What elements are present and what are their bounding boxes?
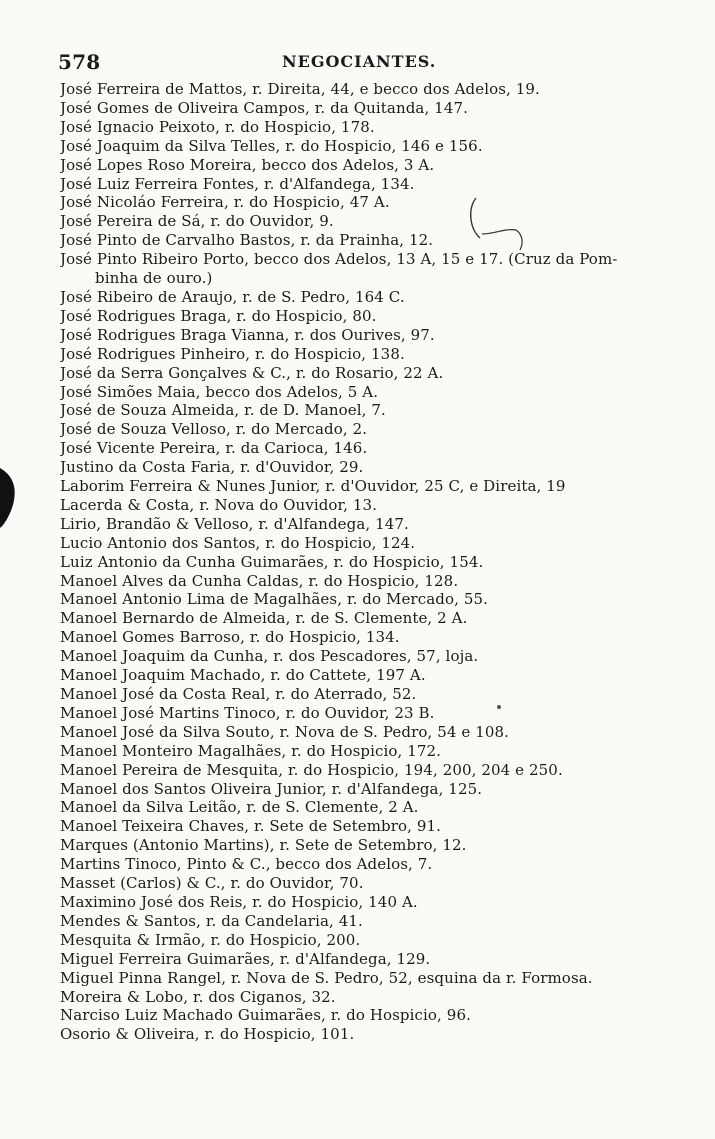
directory-entry: José Rodrigues Braga Vianna, r. dos Ourives, 97. <box>60 325 435 344</box>
directory-entry: Manoel Alves da Cunha Caldas, r. do Hospicio, 128. <box>60 571 459 590</box>
directory-entry: José Pereira de Sá, r. do Ouvidor, 9. <box>60 212 334 231</box>
directory-entry: Luiz Antonio da Cunha Guimarães, r. do Hospicio, 154. <box>60 552 484 571</box>
directory-entry: Justino da Costa Faria, r. d'Ouvidor, 29. <box>60 458 364 477</box>
directory-entry: José Gomes de Oliveira Campos, r. da Quitanda, 147. <box>60 98 468 117</box>
directory-entry: José Rodrigues Braga, r. do Hospicio, 80. <box>60 306 377 325</box>
directory-entry: Narciso Luiz Machado Guimarães, r. do Hospicio, 96. <box>60 1006 471 1025</box>
directory-entry: José Ferreira de Mattos, r. Direita, 44, e becco dos Adelos, 19. <box>60 80 540 98</box>
directory-entry: Manoel Antonio Lima de Magalhães, r. do Mercado, 55. <box>60 590 488 609</box>
directory-entry: José Nicoláo Ferreira, r. do Hospicio, 47 A. <box>60 193 390 212</box>
directory-entry: Osorio & Oliveira, r. do Hospicio, 101. <box>60 1025 355 1044</box>
page-number: 578 <box>58 50 101 74</box>
directory-entry: José de Souza Almeida, r. de D. Manoel, 7. <box>60 401 386 420</box>
directory-entry: Lacerda & Costa, r. Nova do Ouvidor, 13. <box>60 495 378 514</box>
directory-entry: Manoel da Silva Leitão, r. de S. Clemente, 2 A. <box>60 798 419 817</box>
directory-entry: Manoel Teixeira Chaves, r. Sete de Setembro, 91. <box>60 817 442 836</box>
directory-entry: José Simões Maia, becco dos Adelos, 5 A. <box>60 382 379 401</box>
directory-entry: José Vicente Pereira, r. da Carioca, 146. <box>60 439 368 458</box>
directory-entry: José Pinto Ribeiro Porto, becco dos Adelos, 13 A, 15 e 17. (Cruz da Pom- <box>60 250 618 269</box>
directory-entry: Manoel Gomes Barroso, r. do Hospicio, 134. <box>60 628 400 647</box>
directory-entry: Manoel Joaquim da Cunha, r. dos Pescadores, 57, loja. <box>60 647 479 666</box>
directory-entry: José Pinto de Carvalho Bastos, r. da Prainha, 12. <box>60 231 434 250</box>
directory-entry: Martins Tinoco, Pinto & C., becco dos Adelos, 7. <box>60 855 433 874</box>
directory-entry: José Ribeiro de Araujo, r. de S. Pedro, 164 C. <box>60 287 405 306</box>
directory-entry: Manoel Bernardo de Almeida, r. de S. Clemente, 2 A. <box>60 609 468 628</box>
directory-entry: Mendes & Santos, r. da Candelaria, 41. <box>60 911 363 930</box>
left-edge-ink-blot <box>0 468 20 528</box>
directory-entry: Lucio Antonio dos Santos, r. do Hospicio, 124. <box>60 533 416 552</box>
directory-entry: Mesquita & Irmão, r. do Hospicio, 200. <box>60 930 361 949</box>
directory-entry: Manoel Pereira de Mesquita, r. do Hospicio, 194, 200, 204 e 250. <box>60 760 563 779</box>
directory-entry: José Joaquim da Silva Telles, r. do Hospicio, 146 e 156. <box>60 136 483 155</box>
directory-entry: Manoel José da Silva Souto, r. Nova de S. Pedro, 54 e 108. <box>60 722 510 741</box>
directory-entry: Maximino José dos Reis, r. do Hospicio, 140 A. <box>60 892 418 911</box>
directory-entry: Manoel José da Costa Real, r. do Aterrado, 52. <box>60 685 417 703</box>
directory-entry: Moreira & Lobo, r. dos Ciganos, 32. <box>60 987 336 1006</box>
directory-entry: José Rodrigues Pinheiro, r. do Hospicio, 138. <box>60 344 405 363</box>
directory-entry: Marques (Antonio Martins), r. Sete de Setembro, 12. <box>60 836 467 855</box>
directory-entry: Manoel Monteiro Magalhães, r. do Hospicio, 172. <box>60 741 442 760</box>
ink-dot <box>497 705 501 709</box>
directory-entry: Masset (Carlos) & C., r. do Ouvidor, 70. <box>60 874 364 893</box>
directory-entry: Manoel dos Santos Oliveira Junior, r. d'Alfandega, 125. <box>60 779 483 798</box>
directory-entry: Manoel José Martins Tinoco, r. do Ouvidor, 23 B. <box>60 703 435 722</box>
directory-entry: José da Serra Gonçalves & C., r. do Rosario, 22 A. <box>60 363 444 382</box>
directory-entry-continuation: binha de ouro.) <box>95 269 213 288</box>
directory-entry: José de Souza Velloso, r. do Mercado, 2. <box>60 420 368 439</box>
running-head-title: NEGOCIANTES. <box>282 52 437 71</box>
directory-entry: Miguel Pinna Rangel, r. Nova de S. Pedro, 52, esquina da r. Formosa. <box>60 968 593 987</box>
directory-entry: Lirio, Brandão & Velloso, r. d'Alfandega, 147. <box>60 514 409 533</box>
directory-list <box>60 80 700 1044</box>
directory-entry: Miguel Ferreira Guimarães, r. d'Alfandega, 129. <box>60 949 431 968</box>
directory-entry: José Luiz Ferreira Fontes, r. d'Alfandega, 134. <box>60 174 415 193</box>
directory-entry: Manoel Joaquim Machado, r. do Cattete, 197 A. <box>60 666 426 685</box>
directory-entry: José Lopes Roso Moreira, becco dos Adelos, 3 A. <box>60 155 435 174</box>
directory-entry: Laborim Ferreira & Nunes Junior, r. d'Ouvidor, 25 C, e Direita, 19 <box>60 477 566 496</box>
directory-entry: José Ignacio Peixoto, r. do Hospicio, 178. <box>60 117 375 136</box>
